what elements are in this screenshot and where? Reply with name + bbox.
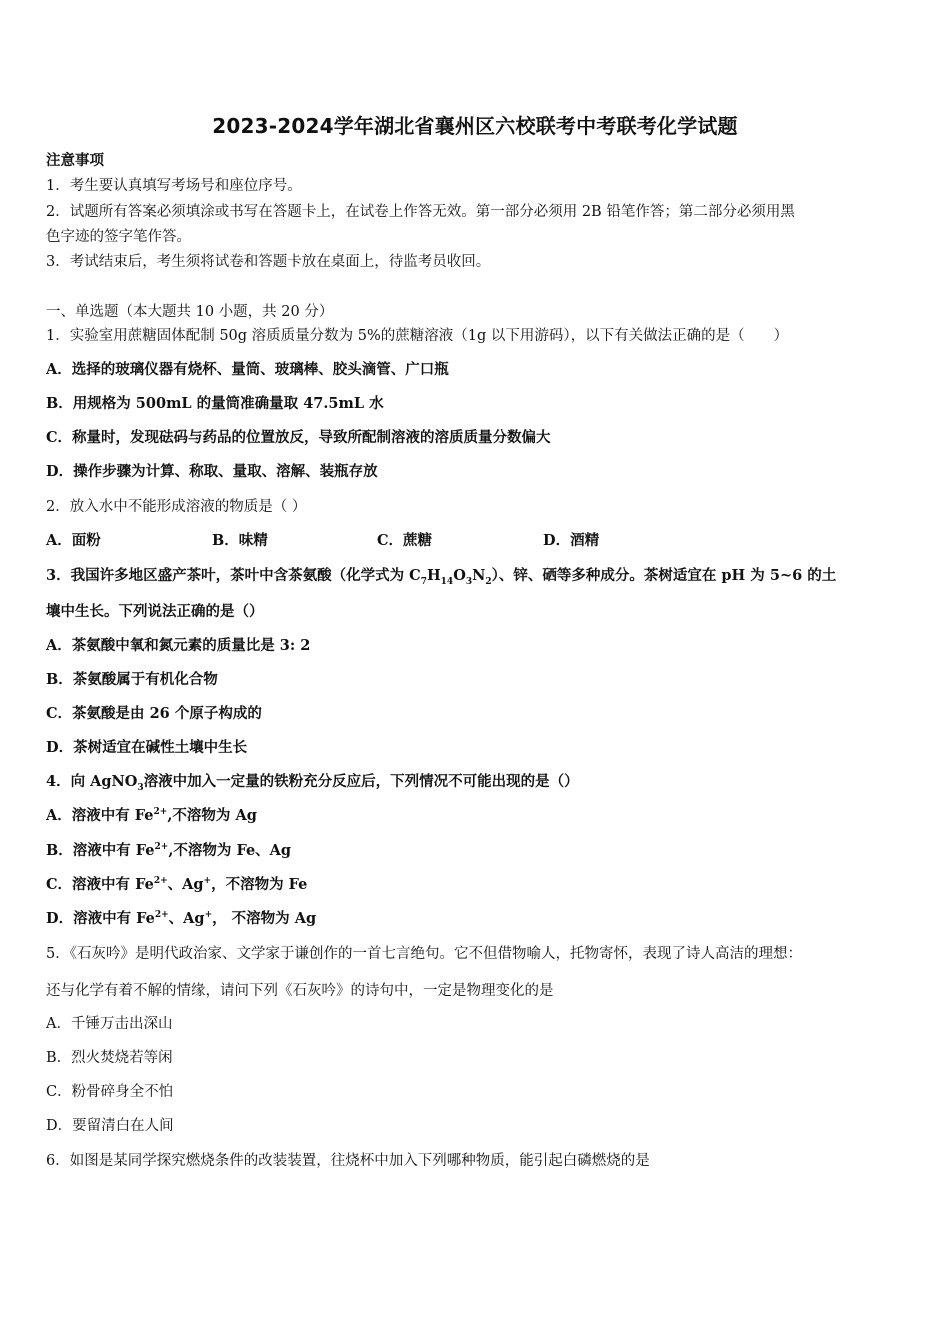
- notice-item-2: 2．试题所有答案必须填涂或书写在答题卡上，在试卷上作答无效。第一部分必须用 2B 铅笔作答；第二部分必须用黑: [46, 204, 795, 220]
- question-4-option-b: B．溶液中有 $Fe^{2+}$,不溶物为 Fe、Ag: [46, 842, 292, 859]
- question-2-option-d: D．酒精: [543, 532, 600, 549]
- question-6-stem: 6．如图是某同学探究燃烧条件的改装装置，往烧杯中加入下列哪种物质，能引起白磷燃烧的是: [46, 1153, 650, 1169]
- question-3-stem-cont: 壤中生长。下列说法正确的是（）: [46, 603, 264, 620]
- question-3-stem: 3．我国许多地区盛产茶叶，茶叶中含茶氨酸（化学式为 $C_7H_{14}O_3N_2$）、锌、硒等多种成分。茶树适宜在 pH 为 5~6 的土: [46, 567, 837, 587]
- question-3-option-a: A．茶氨酸中氧和氮元素的质量比是 3: 2: [46, 637, 311, 654]
- question-2-option-c: C．蔗糖: [377, 532, 433, 549]
- question-1-stem: 1．实验室用蔗糖固体配制 50g 溶质质量分数为 5%的蔗糖溶液（1g 以下用游码），以下有关做法正确的是（ ）: [46, 328, 789, 344]
- question-5-option-d: D．要留清白在人间: [46, 1118, 174, 1134]
- section-heading: 一、单选题（本大题共 10 小题，共 20 分）: [46, 304, 334, 320]
- question-5-stem-cont: 还与化学有着不解的情缘，请问下列《石灰吟》的诗句中，一定是物理变化的是: [46, 983, 554, 999]
- question-4-option-a: A．溶液中有 $Fe^{2+}$,不溶物为 Ag: [46, 807, 257, 824]
- page-title: 2023-2024学年湖北省襄州区六校联考中考联考化学试题: [212, 114, 738, 138]
- question-2-option-a: A．面粉: [46, 532, 101, 549]
- question-1-option-b: B．用规格为 500mL 的量筒准确量取 47.5mL 水: [46, 395, 384, 412]
- question-1-option-c: C．称量时，发现砝码与药品的位置放反，导致所配制溶液的溶质质量分数偏大: [46, 429, 551, 446]
- notice-item-1: 1．考生要认真填写考场号和座位序号。: [46, 178, 302, 194]
- question-5-stem: 5．《石灰吟》是明代政治家、文学家于谦创作的一首七言绝句。它不但借物喻人，托物寄怀，表现了诗人高洁的理想：: [46, 946, 802, 962]
- question-3-option-c: C．茶氨酸是由 26 个原子构成的: [46, 705, 262, 722]
- notice-item-2-cont: 色字迹的签字笔作答。: [46, 229, 191, 245]
- question-4-option-d: D．溶液中有 $Fe^{2+}$、Ag+， 不溶物为 Ag: [46, 910, 317, 927]
- question-4-stem: 4．向 AgNO$_3$溶液中加入一定量的铁粉充分反应后，下列情况不可能出现的是（）: [46, 773, 579, 793]
- question-5-option-b: B．烈火焚烧若等闲: [46, 1050, 173, 1066]
- question-2-stem: 2．放入水中不能形成溶液的物质是（ ）: [46, 499, 307, 515]
- notice-heading: 注意事项: [46, 152, 104, 169]
- question-3-option-b: B．茶氨酸属于有机化合物: [46, 671, 218, 688]
- question-4-option-c: C．溶液中有 $Fe^{2+}$、Ag+，不溶物为 Fe: [46, 876, 308, 893]
- question-3-option-d: D．茶树适宜在碱性土壤中生长: [46, 739, 248, 756]
- question-1-option-d: D．操作步骤为计算、称取、量取、溶解、装瓶存放: [46, 463, 378, 480]
- question-2-option-b: B．味精: [212, 532, 268, 549]
- question-1-option-a: A．选择的玻璃仪器有烧杯、量筒、玻璃棒、胶头滴管、广口瓶: [46, 361, 449, 378]
- question-5-option-c: C．粉骨碎身全不怕: [46, 1084, 174, 1100]
- notice-item-3: 3．考试结束后，考生须将试卷和答题卡放在桌面上，待监考员收回。: [46, 254, 491, 270]
- question-5-option-a: A．千锤万击出深山: [46, 1016, 173, 1032]
